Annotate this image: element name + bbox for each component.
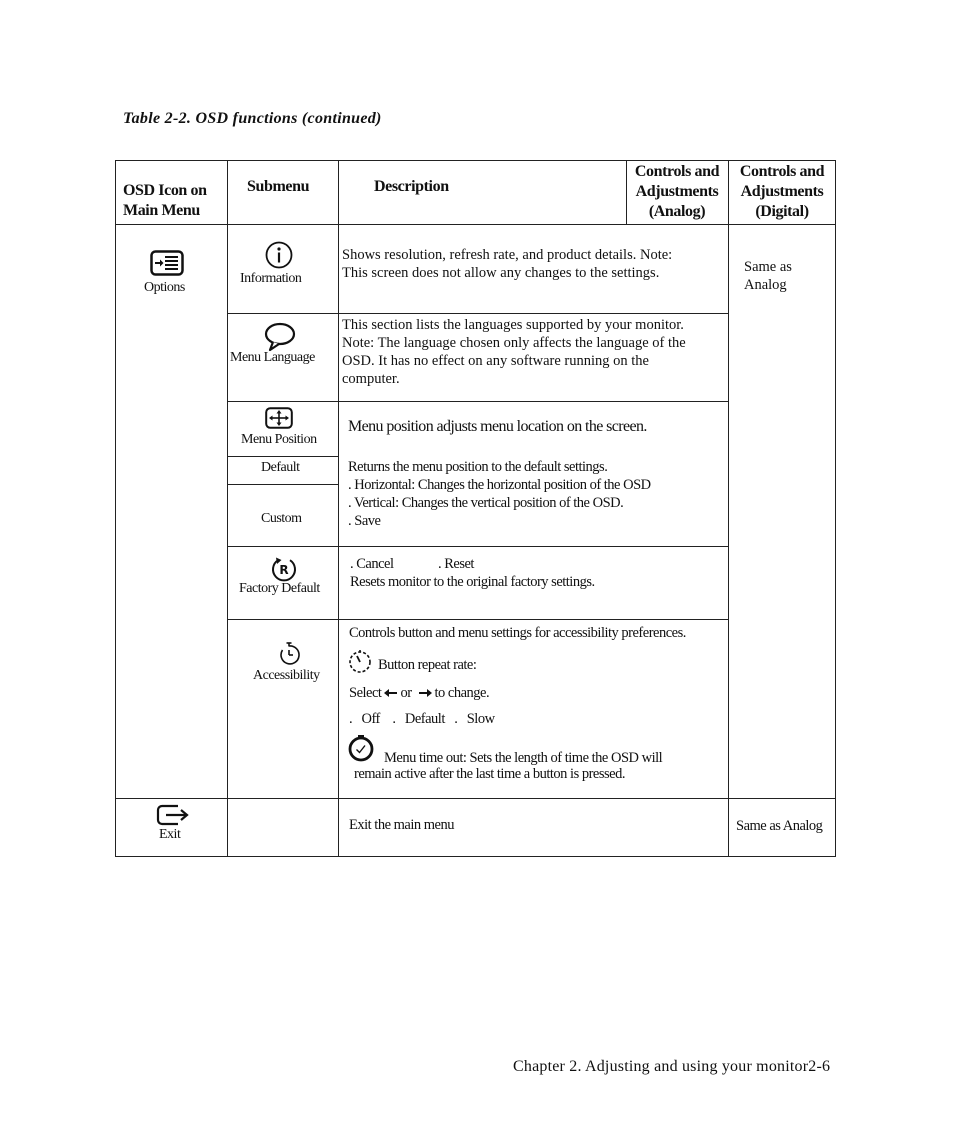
default-description: Returns the menu position to the default settings. <box>348 459 608 475</box>
custom-label: Custom <box>261 511 302 526</box>
exit-digital-note: Same as Analog <box>736 818 823 834</box>
custom-options-list: . Horizontal: Changes the horizontal position of the OSD . Vertical: Changes the vertical position of the OSD. . Save <box>348 477 651 529</box>
factory-default-label: Factory Default <box>239 581 320 596</box>
exit-icon <box>156 804 192 826</box>
options-digital-note: Same as Analog <box>744 259 792 293</box>
stopwatch-icon <box>348 649 372 673</box>
header-icon-column: OSD Icon on Main Menu <box>123 182 207 219</box>
header-analog: Controls and Adjustments (Analog) <box>634 163 720 220</box>
information-description: Shows resolution, refresh rate, and product details. Note: This screen does not allow any changes to the settings. <box>342 247 673 281</box>
accessibility-intro: Controls button and menu settings for accessibility preferences. <box>349 625 686 641</box>
exit-description: Exit the main menu <box>349 817 454 833</box>
menu-timeout-line1: Menu time out: Sets the length of time the OSD will <box>384 750 663 766</box>
svg-text:R: R <box>279 563 289 577</box>
menu-language-label: Menu Language <box>230 350 315 365</box>
cancel-option: . Cancel <box>350 556 394 572</box>
table-caption: Table 2-2. OSD functions (continued) <box>123 110 382 127</box>
factory-default-description: Resets monitor to the original factory settings. <box>350 574 595 590</box>
exit-label: Exit <box>159 827 181 842</box>
default-label: Default <box>261 460 300 475</box>
menu-timeout-line2: remain active after the last time a button is pressed. <box>354 766 625 782</box>
clock-timeout-icon <box>347 734 375 762</box>
left-arrow-icon <box>384 688 398 698</box>
speech-bubble-icon <box>264 322 296 352</box>
information-label: Information <box>240 271 302 286</box>
reset-r-icon <box>271 556 297 582</box>
select-instruction: Select or to change. <box>349 685 490 701</box>
header-digital: Controls and Adjustments (Digital) <box>739 163 825 220</box>
move-arrows-icon <box>265 407 293 429</box>
page-footer: Chapter 2. Adjusting and using your monitor2-6 <box>513 1058 831 1075</box>
reset-option: . Reset <box>438 556 474 572</box>
options-label: Options <box>144 280 185 295</box>
button-repeat-rate-label: Button repeat rate: <box>378 657 477 673</box>
menu-position-description: Menu position adjusts menu location on the screen. <box>348 418 647 435</box>
header-description: Description <box>374 178 449 195</box>
repeat-rate-options: . Off . Default . Slow <box>349 711 495 727</box>
right-arrow-icon <box>418 688 432 698</box>
menu-position-label: Menu Position <box>241 432 317 447</box>
menu-language-description: This section lists the languages supported by your monitor. Note: The language chosen only affects the language of the OSD. It has no effect on any software running on the computer. <box>342 317 686 387</box>
timer-icon <box>278 642 300 666</box>
header-submenu: Submenu <box>247 178 310 195</box>
info-icon <box>265 241 293 269</box>
options-icon <box>150 250 184 276</box>
accessibility-label: Accessibility <box>253 668 320 683</box>
